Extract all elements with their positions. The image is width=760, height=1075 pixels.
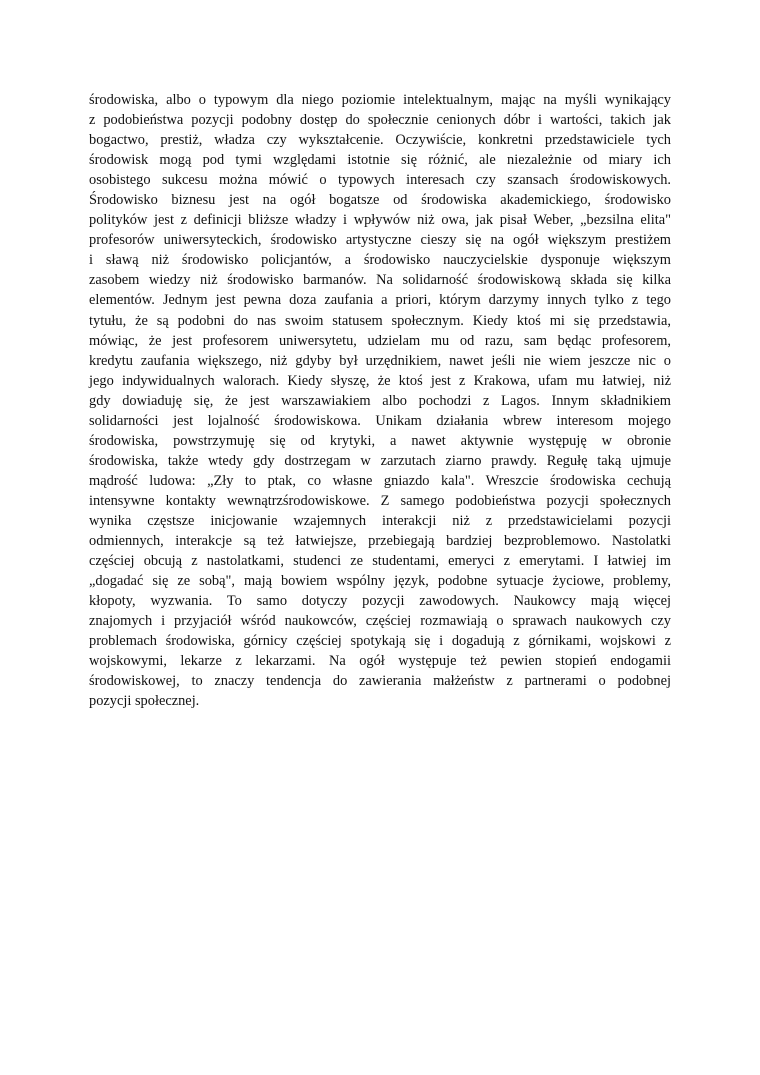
- text-line: polityków jest z definicji bliższe władzy i wpływów niż owa, jak pisał Weber, „bezsilna elita": [89, 212, 671, 229]
- text-line: jego indywidualnych walorach. Kiedy słyszę, że ktoś jest z Krakowa, ufam mu łatwiej, niż: [89, 372, 671, 389]
- body-paragraph: [89, 90, 671, 711]
- text-line: „dogadać się ze sobą", mają bowiem wspólny język, podobne sytuacje życiowe, problemy,: [89, 573, 671, 590]
- text-line: osobistego sukcesu można mówić o typowych interesach czy szansach środowiskowych.: [89, 172, 671, 189]
- text-line: tytułu, że są podobni do nas swoim statusem społecznym. Kiedy ktoś mi się przedstawia,: [89, 312, 671, 329]
- text-line: elementów. Jednym jest pewna doza zaufania a priori, którym darzymy innych tylko z tego: [89, 292, 671, 309]
- text-line: odmiennych, interakcje są też łatwiejsze, przebiegają bardziej bezproblemowo. Nastolatki: [89, 533, 671, 550]
- text-line: intensywne kontakty wewnątrzśrodowiskowe. Z samego podobieństwa pozycji społecznych: [89, 492, 671, 509]
- text-line: Środowisko biznesu jest na ogół bogatsze od środowiska akademickiego, środowisko: [89, 192, 671, 209]
- text-line: problemach środowiska, górnicy częściej spotykają się i dogadują z górnikami, wojskowi z: [89, 633, 671, 650]
- text-line: znajomych i przyjaciół wśród naukowców, częściej rozmawiają o sprawach naukowych czy: [89, 613, 671, 630]
- text-line: solidarności jest lojalność środowiskowa. Unikam działania wbrew interesom mojego: [89, 412, 671, 429]
- text-line: bogactwo, prestiż, władza czy wykształcenie. Oczywiście, konkretni przedstawiciele tych: [89, 132, 671, 149]
- text-line: z podobieństwa pozycji podobny dostęp do społecznie cenionych dóbr i wartości, takich jak: [89, 112, 671, 129]
- text-line: częściej obcują z nastolatkami, studenci ze studentami, emeryci z emerytami. I łatwiej im: [89, 553, 671, 570]
- text-line: środowisk mogą pod tymi względami istotnie się różnić, ale niezależnie od miary ich: [89, 152, 671, 169]
- text-line: i sławą niż środowisko policjantów, a środowisko nauczycielskie dysponuje większym: [89, 252, 671, 269]
- text-line: zasobem wiedzy niż środowisko barmanów. Na solidarność środowiskową składa się kilka: [89, 272, 671, 289]
- text-line: środowiska, albo o typowym dla niego poziomie intelektualnym, mając na myśli wynikający: [89, 92, 671, 108]
- text-line: pozycji społecznej.: [89, 693, 200, 710]
- text-line: środowiskowej, to znaczy tendencja do zawierania małżeństw z partnerami o podobnej: [89, 673, 671, 690]
- text-line: mądrość ludowa: „Zły to ptak, co własne gniazdo kala". Wreszcie środowiska cechują: [89, 472, 671, 489]
- text-line: wynika częstsze inicjowanie wzajemnych interakcji niż z przedstawicielami pozycji: [89, 512, 671, 529]
- text-line: kłopoty, wyzwania. To samo dotyczy pozycji zawodowych. Naukowcy mają więcej: [89, 593, 671, 610]
- text-line: kredytu zaufania większego, niż gdyby był urzędnikiem, nawet jeśli nie wiem jeszcze nic o: [89, 352, 671, 369]
- text-line: gdy dowiaduję się, że jest warszawiakiem albo pochodzi z Lagos. Innym składnikiem: [89, 392, 671, 409]
- text-line: środowiska, także wtedy gdy dostrzegam w zarzutach ziarno prawdy. Regułę taką ujmuje: [89, 452, 671, 469]
- text-line: mówiąc, że jest profesorem uniwersytetu, udzielam mu od razu, sam będąc profesorem,: [89, 332, 671, 349]
- text-line: wojskowymi, lekarze z lekarzami. Na ogół występuje też pewien stopień endogamii: [89, 653, 671, 670]
- text-line: profesorów uniwersyteckich, środowisko artystyczne cieszy się na ogół większym prestiżem: [89, 232, 671, 249]
- text-line: środowiska, powstrzymuję się od krytyki, a nawet aktywnie występuję w obronie: [89, 432, 671, 449]
